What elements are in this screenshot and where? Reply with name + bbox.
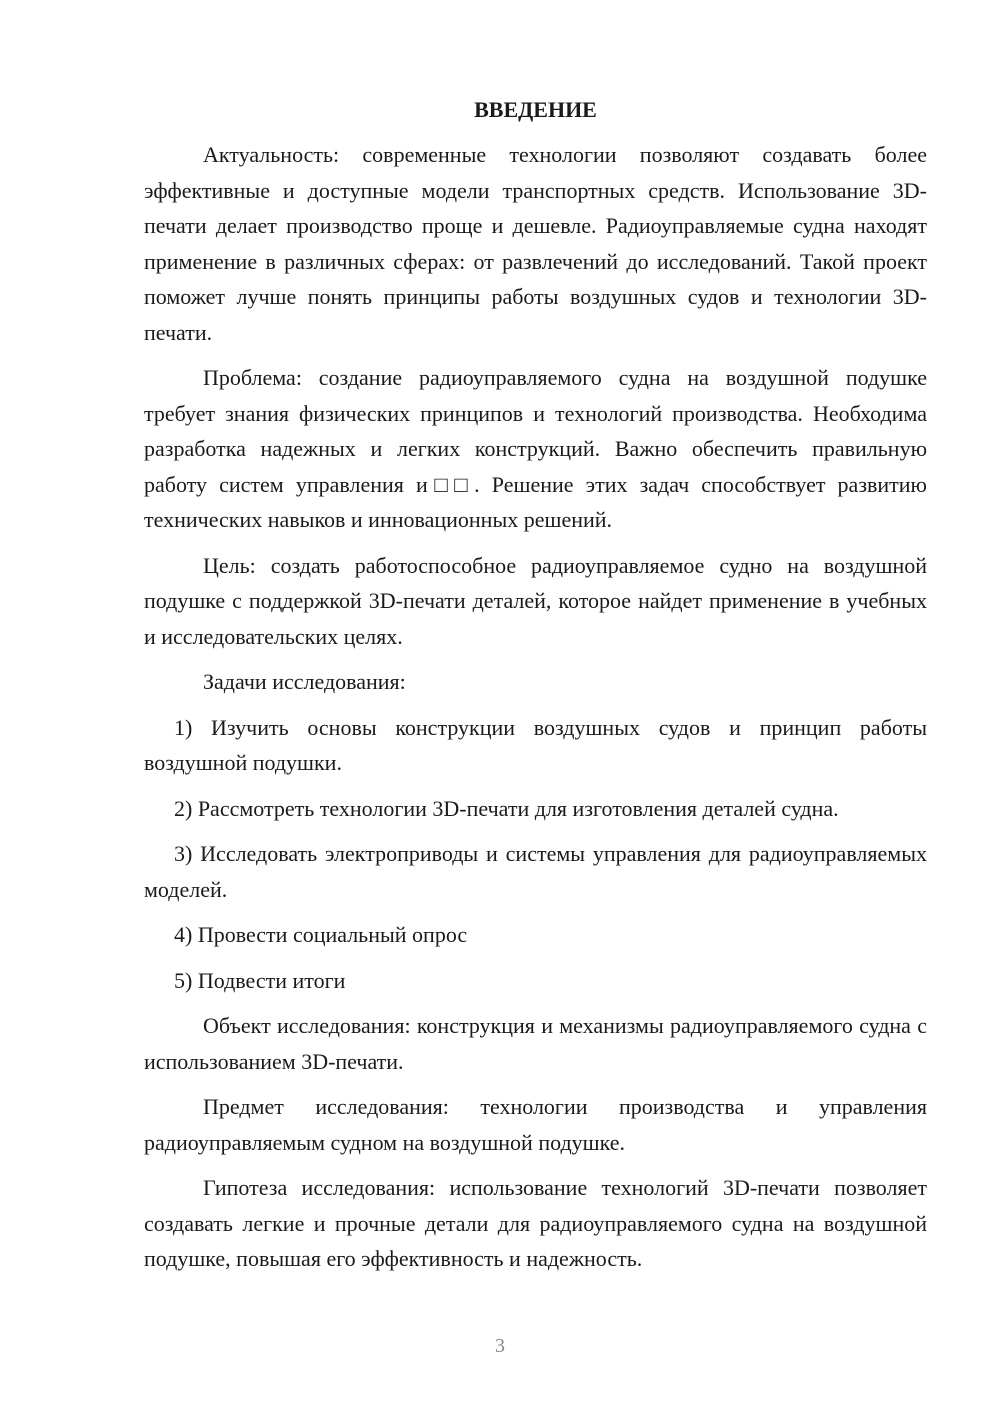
paragraph-tasks-heading: Задачи исследования: <box>203 669 406 694</box>
paragraph-problem: Проблема: создание радиоуправляемого судна на воздушной подушке требует знания физических принципов и технологий производства. Необходима разработка надежных и легких конструкций. Важно обеспечить правильную работу систем управления и□□. Решение этих задач способствует развитию технических навыков и инновационных решений. <box>144 365 927 532</box>
task-item: 1) Изучить основы конструкции воздушных судов и принцип работы воздушной подушки. <box>144 714 927 775</box>
paragraph-object: Объект исследования: конструкция и механизмы радиоуправляемого судна с использованием 3D-печати. <box>144 1013 927 1074</box>
task-item: 5) Подвести итоги <box>174 967 346 993</box>
task-item: 4) Провести социальный опрос <box>174 922 468 947</box>
page-content <box>144 92 927 1287</box>
paragraph-subject: Предмет исследования: технологии производства и управления радиоуправляемым судном на воздушной подушке. <box>144 1094 927 1155</box>
task-item: 2) Рассмотреть технологии 3D-печати для изготовления деталей судна. <box>174 795 839 821</box>
section-title: ВВЕДЕНИЕ <box>474 97 597 122</box>
page-number: 3 <box>495 1335 505 1357</box>
paragraph-hypothesis: Гипотеза исследования: использование технологий 3D-печати позволяет создавать легкие и прочные детали для радиоуправляемого судна на воздушной подушке, повышая его эффективность и надежность. <box>144 1175 927 1271</box>
paragraph-relevance: Актуальность: современные технологии позволяют создавать более эффективные и доступные модели транспортных средств. Использование 3D-печати делает производство проще и дешевле. Радиоуправляемые судна находят применение в различных сферах: от развлечений до исследований. Такой проект поможет лучше понять принципы работы воздушных судов и технологии 3D-печати. <box>144 142 927 345</box>
task-item: 3) Исследовать электроприводы и системы управления для радиоуправляемых моделей. <box>144 841 927 902</box>
paragraph-goal: Цель: создать работоспособное радиоуправляемое судно на воздушной подушке с поддержкой 3D-печати деталей, которое найдет применение в учебных и исследовательских целях. <box>144 552 927 649</box>
